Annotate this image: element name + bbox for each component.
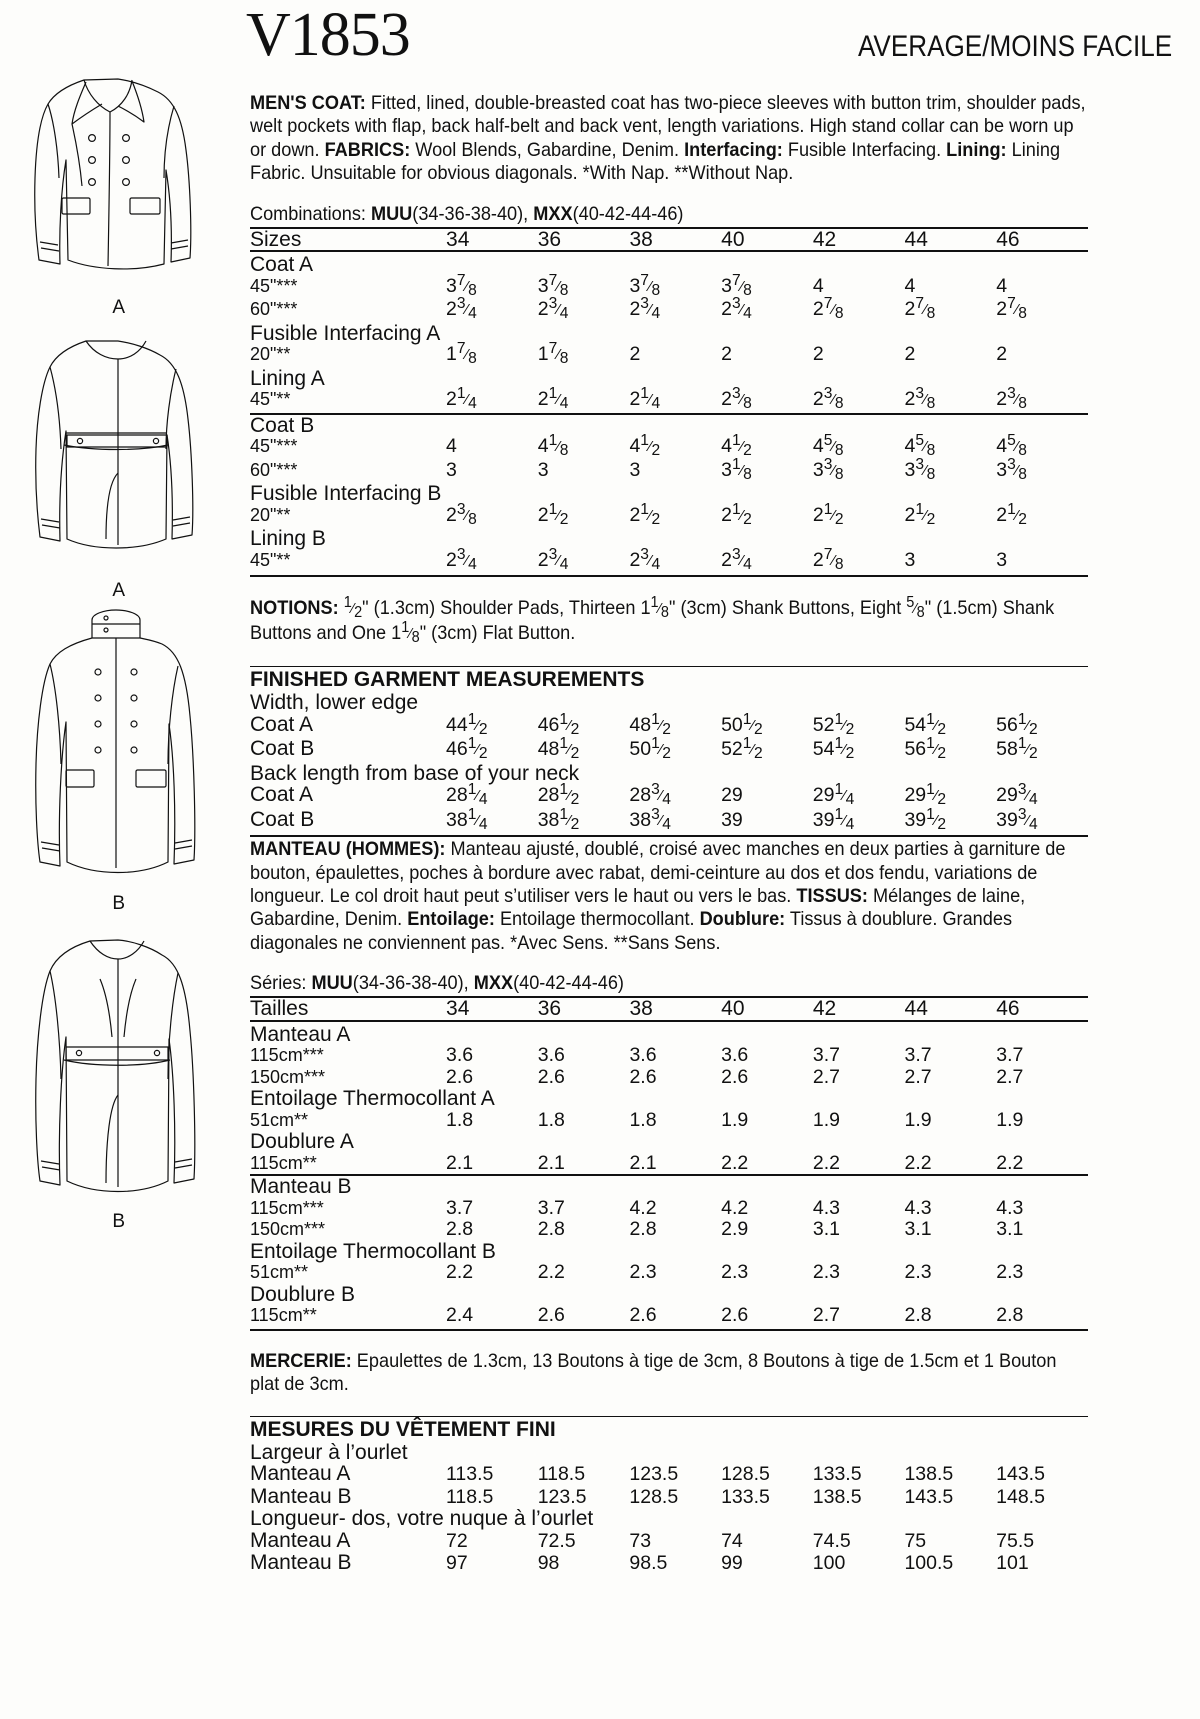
row-value: $48^1⁄_2$: [537, 734, 580, 763]
row-value: 99: [721, 1552, 743, 1575]
row-value: $52^1⁄_2$: [721, 734, 763, 763]
row-value: $2^3⁄_4$: [721, 545, 752, 573]
row-value: $38^3⁄_4$: [629, 805, 671, 833]
illustration-caption: B: [112, 1211, 126, 1232]
row-value: 4.2: [721, 1196, 749, 1219]
row-value: 2: [812, 343, 824, 366]
row-value: 29: [721, 784, 743, 807]
row-value: 2: [996, 343, 1008, 366]
row-value: 3: [904, 548, 916, 571]
illustration-caption: B: [112, 893, 126, 914]
row-value: 1.8: [537, 1108, 565, 1131]
french-series: Séries: MUU(34-36-38-40), MXX(40-42-44-46): [250, 972, 624, 995]
row-value: 2.8: [537, 1218, 565, 1241]
row-value: $39^3⁄_4$: [996, 805, 1038, 833]
row-value: 2.1: [537, 1151, 565, 1174]
row-label: 51cm**: [250, 1262, 309, 1283]
row-value: $2^3⁄_4$: [446, 545, 477, 573]
row-label: Coat B: [250, 737, 315, 761]
size-header-cell: 46: [996, 228, 1088, 252]
french-yardage-table: [250, 996, 1088, 1327]
row-value: $2^1⁄_2$: [721, 500, 752, 528]
table-group-heading: Entoilage Thermocollant B: [250, 1239, 496, 1263]
illustration-caption: A: [112, 297, 126, 318]
row-value: $56^1⁄_2$: [904, 734, 947, 763]
size-header-cell: 42: [813, 228, 905, 252]
row-value: $4^1⁄_2$: [721, 431, 752, 460]
row-value: 2.6: [721, 1304, 749, 1327]
row-value: 2.7: [812, 1304, 840, 1327]
row-value: $3^7⁄_8$: [721, 271, 752, 299]
row-value: 143.5: [996, 1463, 1045, 1486]
size-header-cell: 38: [629, 997, 721, 1021]
table-row: [250, 276, 1088, 300]
table-row: [250, 1552, 1088, 1575]
row-value: $4^5⁄_8$: [996, 431, 1027, 460]
row-value: $3^1⁄_8$: [721, 455, 752, 483]
english-yardage-body: [250, 228, 1088, 574]
row-label: 60"***: [250, 459, 298, 480]
table-group-heading: Manteau A: [250, 1022, 351, 1046]
row-value: 128.5: [721, 1463, 770, 1486]
row-label: 115cm**: [250, 1152, 317, 1173]
row-value: 2.7: [904, 1065, 932, 1088]
row-value: 1.9: [996, 1108, 1024, 1131]
row-value: 2.8: [446, 1218, 474, 1241]
row-value: $28^1⁄_2$: [537, 780, 580, 809]
row-value: 2.2: [721, 1151, 749, 1174]
row-value: 123.5: [537, 1485, 587, 1508]
row-label: 45"***: [250, 436, 298, 457]
row-value: 98.5: [629, 1552, 668, 1575]
row-value: $4^5⁄_8$: [904, 431, 936, 460]
row-value: 100.5: [904, 1552, 954, 1575]
row-value: 2.6: [537, 1304, 565, 1327]
row-value: $2^3⁄_8$: [446, 500, 477, 528]
row-value: $2^1⁄_4$: [629, 384, 661, 413]
size-header-cell: 46: [996, 997, 1088, 1021]
size-header-cell: 40: [721, 997, 813, 1021]
row-value: 1.8: [629, 1108, 657, 1131]
row-value: $2^1⁄_4$: [537, 384, 569, 413]
row-value: $2^3⁄_4$: [446, 294, 477, 323]
row-value: $2^3⁄_4$: [537, 294, 569, 323]
size-header-cell: 40: [721, 228, 813, 252]
row-value: 2: [721, 343, 732, 366]
table-row: [250, 1198, 1088, 1220]
row-label: 115cm**: [250, 1305, 317, 1326]
row-value: $2^3⁄_4$: [537, 545, 569, 573]
row-value: $3^3⁄_8$: [904, 455, 936, 483]
row-label: 150cm***: [250, 1219, 326, 1240]
illustration-column: [0, 60, 238, 1237]
divider: [250, 1416, 1088, 1417]
row-label: 20"**: [250, 504, 291, 525]
table-row: [250, 1463, 1088, 1486]
row-value: 118.5: [537, 1463, 586, 1486]
table-group-heading: Lining A: [250, 366, 325, 390]
row-label: Manteau B: [250, 1551, 352, 1575]
divider: [250, 666, 1088, 667]
divider: [250, 575, 1088, 577]
row-value: 1.9: [812, 1108, 840, 1131]
row-value: 143.5: [904, 1485, 954, 1508]
english-notions: NOTIONS: $^1⁄_2$" (1.3cm) Shoulder Pads, Thirteen $1^1⁄_8$" (3cm) Shank Buttons, Eight $^5⁄_8$" (1.5cm) Shank Buttons and One $1^1⁄_8$" (3cm) Flat Button.: [250, 593, 1055, 646]
row-label: Coat A: [250, 783, 314, 807]
row-value: 39: [721, 808, 743, 831]
row-value: 138.5: [904, 1463, 954, 1486]
english-yardage-table: [250, 227, 1088, 574]
content-column: [250, 92, 1088, 1575]
row-value: 113.5: [446, 1463, 494, 1486]
row-value: $2^7⁄_8$: [812, 294, 844, 323]
row-label: 45"**: [250, 549, 291, 570]
row-value: 75.5: [996, 1529, 1035, 1552]
row-value: 101: [996, 1552, 1029, 1575]
row-value: $2^3⁄_8$: [904, 384, 936, 413]
table-row: [250, 738, 1088, 763]
row-value: 3: [629, 458, 641, 481]
row-value: 4: [446, 435, 457, 458]
row-value: 2.8: [996, 1304, 1024, 1327]
row-value: $2^1⁄_2$: [629, 500, 661, 528]
row-value: $2^1⁄_4$: [446, 384, 477, 413]
row-label: 115cm***: [250, 1197, 324, 1218]
divider: [250, 1329, 1088, 1331]
english-combinations: Combinations: MUU(34-36-38-40), MXX(40-42-44-46): [250, 202, 684, 225]
table-group-heading: Coat B: [250, 414, 1088, 437]
table-row: [250, 1530, 1088, 1553]
row-value: $2^3⁄_8$: [812, 384, 844, 413]
spacer: [250, 188, 1088, 202]
row-value: 3.7: [996, 1044, 1024, 1067]
table-group-heading: Largeur à l’ourlet: [250, 1440, 408, 1464]
table-row: [250, 1110, 1088, 1132]
row-value: 2.1: [446, 1151, 474, 1174]
row-value: $3^7⁄_8$: [446, 271, 477, 299]
row-value: 2.4: [446, 1304, 474, 1327]
row-value: 3.7: [812, 1044, 840, 1067]
row-value: $29^3⁄_4$: [996, 780, 1038, 809]
french-yardage-body: [250, 997, 1088, 1327]
table-row: [250, 505, 1088, 529]
size-header-cell: 44: [905, 997, 997, 1021]
row-value: 4: [904, 274, 916, 297]
row-value: $2^3⁄_4$: [721, 294, 752, 323]
row-value: 4: [812, 274, 824, 297]
row-value: 138.5: [812, 1485, 862, 1508]
illustration-caption: A: [112, 580, 126, 601]
table-group-heading: Coat A: [250, 253, 314, 277]
difficulty-label: AVERAGE/MOINS FACILE: [857, 30, 1172, 63]
row-value: $3^7⁄_8$: [537, 271, 569, 299]
divider: [250, 835, 1088, 837]
row-value: $39^1⁄_4$: [812, 805, 855, 833]
row-value: $54^1⁄_2$: [904, 710, 947, 738]
english-finished-body: [250, 692, 1088, 833]
row-value: $28^1⁄_4$: [446, 780, 488, 809]
row-label: Manteau B: [250, 1484, 352, 1508]
table-row: [250, 784, 1088, 809]
row-value: 2.7: [812, 1065, 840, 1088]
row-value: 148.5: [996, 1485, 1045, 1508]
row-value: 72: [446, 1529, 468, 1552]
row-value: 2.6: [537, 1065, 565, 1088]
row-value: $50^1⁄_2$: [629, 734, 671, 763]
table-row: [250, 1045, 1088, 1067]
row-value: $2^3⁄_8$: [721, 384, 752, 413]
row-value: $56^1⁄_2$: [996, 710, 1038, 738]
row-value: 2.2: [446, 1261, 474, 1284]
row-value: 97: [446, 1552, 468, 1575]
row-value: 75: [904, 1529, 927, 1552]
row-value: $38^1⁄_4$: [446, 805, 488, 833]
row-value: 3.6: [721, 1044, 749, 1067]
row-value: $1^7⁄_8$: [446, 339, 477, 368]
illustration-view-a-back: [0, 323, 238, 602]
row-value: 3: [996, 548, 1008, 571]
row-value: $2^7⁄_8$: [996, 294, 1027, 323]
row-label: Manteau A: [250, 1462, 351, 1486]
row-value: 2.2: [904, 1151, 932, 1174]
row-value: $2^3⁄_4$: [629, 294, 661, 323]
row-value: 2.9: [721, 1218, 749, 1241]
row-value: 2.6: [629, 1304, 657, 1327]
row-label: 20"**: [250, 344, 291, 365]
row-value: $2^7⁄_8$: [904, 294, 936, 323]
french-mercerie: MERCERIE: Epaulettes de 1.3cm, 13 Boutons à tige de 3cm, 8 Boutons à tige de 1.5cm et 1 Bouton plat de 3cm.: [250, 1350, 1057, 1396]
row-value: 4.3: [812, 1196, 840, 1219]
table-group-heading: Longueur- dos, votre nuque à l’ourlet: [250, 1507, 594, 1531]
row-value: $2^1⁄_2$: [812, 500, 844, 528]
row-label: 51cm**: [250, 1109, 309, 1130]
row-value: $46^1⁄_2$: [446, 734, 488, 763]
row-value: 3.6: [629, 1044, 657, 1067]
row-value: 2.8: [904, 1304, 932, 1327]
row-value: 2.3: [812, 1261, 840, 1284]
table-row: [250, 460, 1088, 484]
table-group-heading: Doublure A: [250, 1130, 354, 1154]
row-value: 133.5: [812, 1463, 862, 1486]
row-value: 98: [537, 1552, 560, 1575]
row-value: 1.9: [904, 1108, 932, 1131]
row-value: 1.8: [446, 1108, 474, 1131]
french-finished-table: [250, 1442, 1088, 1575]
pattern-number: V1853: [246, 1, 410, 69]
table-row: [250, 1262, 1088, 1284]
table-group-heading: Manteau B: [250, 1175, 1088, 1198]
row-value: 3.6: [537, 1044, 565, 1067]
row-value: 72.5: [537, 1529, 576, 1552]
row-value: $38^1⁄_2$: [537, 805, 580, 833]
row-value: $3^3⁄_8$: [812, 455, 844, 483]
table-group-heading: Doublure B: [250, 1282, 356, 1306]
row-value: 123.5: [629, 1463, 679, 1486]
row-value: 2: [629, 343, 641, 366]
row-value: 3.1: [996, 1218, 1024, 1241]
size-header-label: Sizes: [250, 228, 446, 252]
row-value: $29^1⁄_2$: [904, 780, 947, 809]
row-value: 4.3: [904, 1196, 932, 1219]
row-value: 74: [721, 1529, 743, 1552]
size-header-cell: 34: [446, 228, 538, 252]
row-value: 4.3: [996, 1196, 1024, 1219]
table-row: [250, 1486, 1088, 1509]
row-value: 3.6: [446, 1044, 474, 1067]
row-value: $46^1⁄_2$: [537, 710, 580, 738]
french-finished-body: [250, 1442, 1088, 1575]
row-value: 2.8: [629, 1218, 657, 1241]
row-value: $4^5⁄_8$: [812, 431, 844, 460]
table-row: [250, 344, 1088, 368]
row-value: 1.9: [721, 1108, 749, 1131]
size-header-cell: 38: [629, 228, 721, 252]
row-value: $4^1⁄_2$: [629, 431, 661, 460]
row-value: 2.3: [904, 1261, 932, 1284]
table-row: [250, 389, 1088, 414]
size-header-label: Tailles: [250, 997, 446, 1021]
table-group-heading: Fusible Interfacing B: [250, 482, 442, 506]
row-value: 3.7: [537, 1196, 565, 1219]
row-value: $29^1⁄_4$: [812, 780, 855, 809]
row-value: $48^1⁄_2$: [629, 710, 671, 738]
row-value: 2: [904, 343, 916, 366]
row-value: 2.2: [812, 1151, 840, 1174]
row-value: $54^1⁄_2$: [812, 734, 855, 763]
row-value: 73: [629, 1529, 652, 1552]
row-value: 2.2: [537, 1261, 565, 1284]
row-label: 60"***: [250, 299, 298, 320]
row-value: 118.5: [446, 1485, 494, 1508]
row-value: $28^3⁄_4$: [629, 780, 671, 809]
size-header-cell: 36: [538, 228, 630, 252]
table-group-heading: Fusible Interfacing A: [250, 321, 441, 345]
size-header-cell: 36: [538, 997, 630, 1021]
header: [246, 1, 1186, 78]
row-value: 2.3: [629, 1261, 657, 1284]
row-value: 4.2: [629, 1196, 657, 1219]
table-row: [250, 1067, 1088, 1089]
row-label: Manteau A: [250, 1528, 351, 1552]
row-value: $4^1⁄_8$: [537, 431, 569, 460]
row-label: 45"**: [250, 389, 291, 410]
english-finished-table: [250, 692, 1088, 833]
row-label: Coat B: [250, 807, 315, 831]
table-row: [250, 714, 1088, 739]
table-row: [250, 1219, 1088, 1241]
table-row: [250, 809, 1088, 834]
size-header-cell: 42: [813, 997, 905, 1021]
french-description: MANTEAU (HOMMES): Manteau ajusté, doublé, croisé avec manches en deux parties à garniture de bouton, épaulettes, poches à bordure avec rabat, demi-ceinture au dos et dos fendu, variations de longueur. Le col droit haut peut s’utiliser vers le haut ou vers le bas. TISSUS: Mélanges de laine, Gabardine, Denim. Entoilage: Entoilage thermocollant. Doublure: Tissus à doublure. Grandes diagonales ne conviennent pas. *Avec Sens. **Sans Sens.: [250, 838, 1066, 954]
size-header-cell: 44: [905, 228, 997, 252]
size-header-cell: 34: [446, 997, 538, 1021]
row-value: 3: [537, 458, 549, 481]
row-value: $2^1⁄_2$: [904, 500, 936, 528]
row-value: $3^7⁄_8$: [629, 271, 661, 299]
table-row: [250, 1153, 1088, 1176]
row-value: 3.7: [904, 1044, 932, 1067]
row-value: 2.7: [996, 1065, 1024, 1088]
row-value: $2^1⁄_2$: [996, 500, 1027, 528]
row-value: $1^7⁄_8$: [537, 339, 569, 368]
row-value: 3.1: [904, 1218, 932, 1241]
table-row: [250, 550, 1088, 574]
row-label: 45"***: [250, 275, 298, 296]
row-label: 150cm***: [250, 1066, 326, 1087]
row-value: $39^1⁄_2$: [904, 805, 947, 833]
row-label: 115cm***: [250, 1045, 324, 1066]
row-value: 133.5: [721, 1485, 770, 1508]
row-value: 3: [446, 458, 457, 481]
row-value: $44^1⁄_2$: [446, 710, 488, 738]
row-value: 3.7: [446, 1196, 474, 1219]
table-row: [250, 1305, 1088, 1327]
row-value: $3^3⁄_8$: [996, 455, 1027, 483]
row-value: 2.2: [996, 1151, 1024, 1174]
illustration-view-a-front: [0, 60, 238, 319]
row-value: 3.1: [812, 1218, 840, 1241]
row-value: 74.5: [812, 1529, 851, 1552]
row-value: $50^1⁄_2$: [721, 710, 763, 738]
row-value: 2.3: [721, 1261, 749, 1284]
row-value: 128.5: [629, 1485, 679, 1508]
row-value: 4: [996, 274, 1008, 297]
table-row: [250, 299, 1088, 323]
english-finished-title: FINISHED GARMENT MEASUREMENTS: [250, 668, 645, 692]
row-value: $58^1⁄_2$: [996, 734, 1038, 763]
row-value: $2^3⁄_4$: [629, 545, 661, 573]
row-value: 2.6: [446, 1065, 474, 1088]
row-label: Coat A: [250, 712, 314, 736]
table-group-heading: Entoilage Thermocollant A: [250, 1087, 495, 1111]
illustration-view-b-front: [0, 606, 238, 915]
table-row: [250, 436, 1088, 460]
illustration-view-b-back: [0, 919, 238, 1233]
row-value: 2.1: [629, 1151, 657, 1174]
row-value: 2.3: [996, 1261, 1024, 1284]
row-value: 100: [812, 1552, 846, 1575]
table-group-heading: Lining B: [250, 527, 326, 551]
spacer: [250, 957, 1088, 971]
row-value: $2^3⁄_8$: [996, 384, 1027, 413]
row-value: $52^1⁄_2$: [812, 710, 855, 738]
row-value: $2^7⁄_8$: [812, 545, 844, 573]
row-value: 2.6: [721, 1065, 749, 1088]
row-value: $2^1⁄_2$: [537, 500, 569, 528]
row-value: 2.6: [629, 1065, 657, 1088]
english-description: MEN'S COAT: Fitted, lined, double-breasted coat has two-piece sleeves with button trim, shoulder pads, welt pockets with flap, back half-belt and back vent, length variations. High stand collar can be worn up or down. FABRICS: Wool Blends, Gabardine, Denim. Interfacing: Fusible Interfacing. Lining: Lining Fabric. Unsuitable for obvious diagonals. *With Nap. **Without Nap.: [250, 92, 1086, 185]
table-group-heading: Width, lower edge: [250, 691, 419, 715]
table-group-heading: Back length from base of your neck: [250, 761, 580, 785]
french-finished-title: MESURES DU VÊTEMENT FINI: [250, 1417, 556, 1441]
